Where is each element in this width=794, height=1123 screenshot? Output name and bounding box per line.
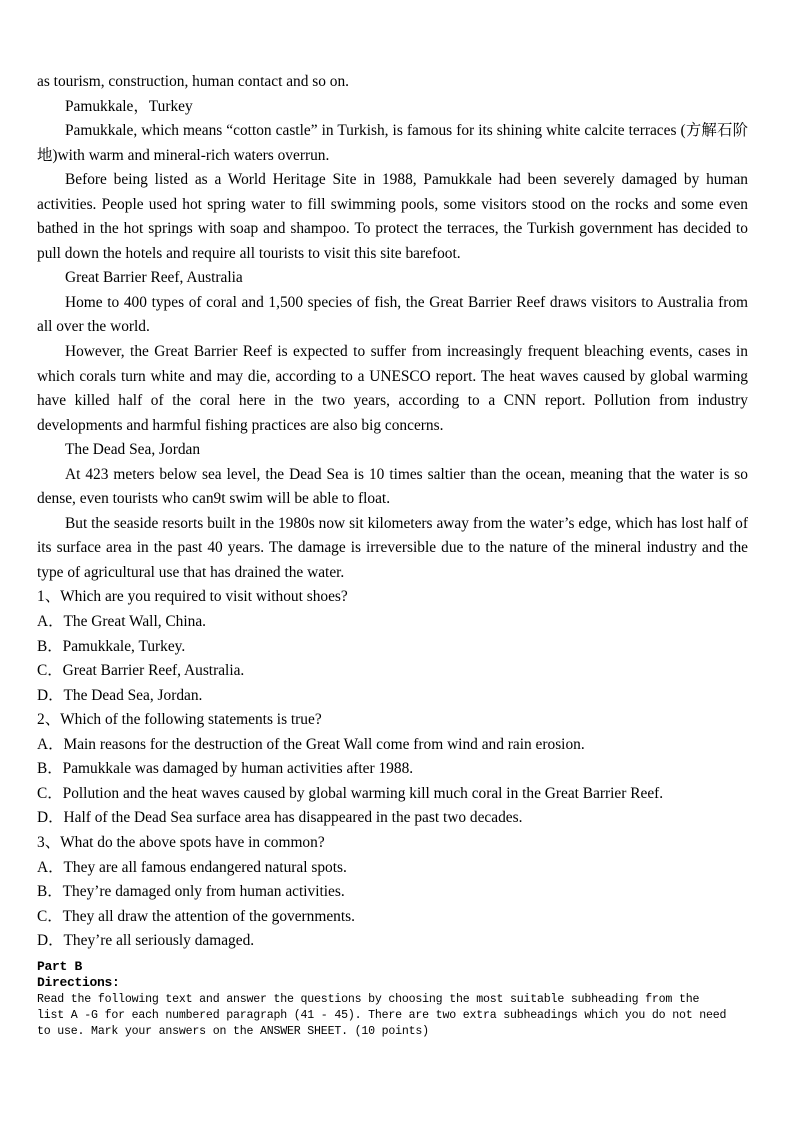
passage-subheading-pamukkale: Pamukkale，Turkey	[65, 97, 193, 115]
option-text: They’re all seriously damaged.	[63, 932, 255, 950]
answer-option	[37, 929, 748, 954]
option-text: They all draw the attention of the governments.	[62, 907, 355, 925]
option-label: A．	[37, 735, 64, 753]
question-prompt	[37, 585, 748, 610]
option-text: They are all famous endangered natural spots.	[63, 858, 347, 876]
directions-line: Read the following text and answer the questions by choosing the most suitable subheading from the	[37, 992, 700, 1006]
answer-option	[37, 610, 748, 635]
directions-label: Directions:	[37, 975, 120, 991]
passage-subheading-dead-sea: The Dead Sea, Jordan	[65, 441, 201, 459]
option-text: Pamukkale, Turkey.	[62, 637, 186, 655]
option-label: A．	[37, 613, 64, 631]
option-text: Pollution and the heat waves caused by global warming kill much coral in the Great Barrier Reef.	[62, 784, 664, 802]
part-b-section	[37, 959, 748, 1041]
question-block	[37, 831, 748, 954]
part-b-heading: Part B	[37, 958, 83, 974]
option-label: C．	[37, 907, 63, 925]
option-text: The Dead Sea, Jordan.	[63, 686, 203, 704]
option-text: Main reasons for the destruction of the Great Wall come from wind and rain erosion.	[63, 735, 585, 753]
passage-paragraph: Home to 400 types of coral and 1,500 species of fish, the Great Barrier Reef draws visitors to Australia from all over the world.	[37, 293, 748, 336]
question-text: Which of the following statements is true?	[60, 711, 322, 729]
answer-option	[37, 684, 748, 709]
option-label: B．	[37, 883, 63, 901]
passage-paragraph: Pamukkale, which means “cotton castle” in Turkish, is famous for its shining white calcite terraces (方解石阶地)with warm and mineral-rich waters overrun.	[37, 122, 748, 164]
question-prompt	[37, 831, 748, 856]
option-label: C．	[37, 662, 63, 680]
answer-option	[37, 880, 748, 905]
answer-option	[37, 757, 748, 782]
option-label: D．	[37, 686, 64, 704]
option-text: Great Barrier Reef, Australia.	[62, 662, 245, 680]
option-text: The Great Wall, China.	[63, 613, 207, 631]
answer-option	[37, 806, 748, 831]
answer-option	[37, 782, 748, 807]
passage-paragraph: But the seaside resorts built in the 1980s now sit kilometers away from the water’s edge, which has lost half of its surface area in the past 40 years. The damage is irreversible due to the nature of the mineral industry and the type of agricultural use that has drained the water.	[37, 514, 748, 581]
passage-subheading-great-barrier-reef: Great Barrier Reef, Australia	[65, 269, 243, 287]
answer-option	[37, 659, 748, 684]
option-text: They’re damaged only from human activities.	[62, 883, 345, 901]
questions-section	[37, 585, 748, 953]
answer-option	[37, 856, 748, 881]
passage-paragraph: However, the Great Barrier Reef is expected to suffer from increasingly frequent bleaching events, cases in which corals turn white and may die, according to a UNESCO report. The heat waves caused by global warming have killed half of the coral here in the two years, according to a CNN report. Pollution from industry developments and harmful fishing practices are also big concerns.	[37, 343, 748, 434]
question-number: 2、	[37, 711, 61, 729]
question-block	[37, 585, 748, 708]
passage-paragraph: as tourism, construction, human contact and so on.	[37, 73, 350, 90]
directions-line: to use. Mark your answers on the ANSWER SHEET. (10 points)	[37, 1025, 429, 1039]
question-text: What do the above spots have in common?	[60, 833, 325, 851]
option-label: B．	[37, 637, 63, 655]
question-prompt	[37, 708, 748, 733]
option-label: A．	[37, 858, 64, 876]
directions-line: list A -G for each numbered paragraph (41 - 45). There are two extra subheadings which you do not need	[37, 1008, 727, 1022]
option-text: Half of the Dead Sea surface area has disappeared in the past two decades.	[63, 809, 523, 827]
option-label: D．	[37, 809, 64, 827]
option-label: D．	[37, 932, 64, 950]
option-label: B．	[37, 760, 63, 778]
passage-paragraph: Before being listed as a World Heritage Site in 1988, Pamukkale had been severely damaged by human activities. People used hot spring water to fill swimming pools, some visitors stood on the rocks and some even bathed in the hot springs with soap and shampoo. To protect the terraces, the Turkish government has decided to pull down the hotels and require all tourists to visit this site barefoot.	[37, 171, 748, 262]
option-text: Pamukkale was damaged by human activities after 1988.	[62, 760, 414, 778]
page-content	[37, 70, 748, 1041]
answer-option	[37, 733, 748, 758]
question-block	[37, 708, 748, 831]
question-number: 3、	[37, 833, 61, 851]
reading-passage	[37, 70, 748, 585]
answer-option	[37, 635, 748, 660]
question-text: Which are you required to visit without shoes?	[60, 588, 348, 606]
passage-paragraph: At 423 meters below sea level, the Dead Sea is 10 times saltier than the ocean, meaning that the water is so dense, even tourists who can9t swim will be able to float.	[37, 465, 748, 508]
option-label: C．	[37, 784, 63, 802]
answer-option	[37, 905, 748, 930]
question-number: 1、	[37, 588, 61, 606]
